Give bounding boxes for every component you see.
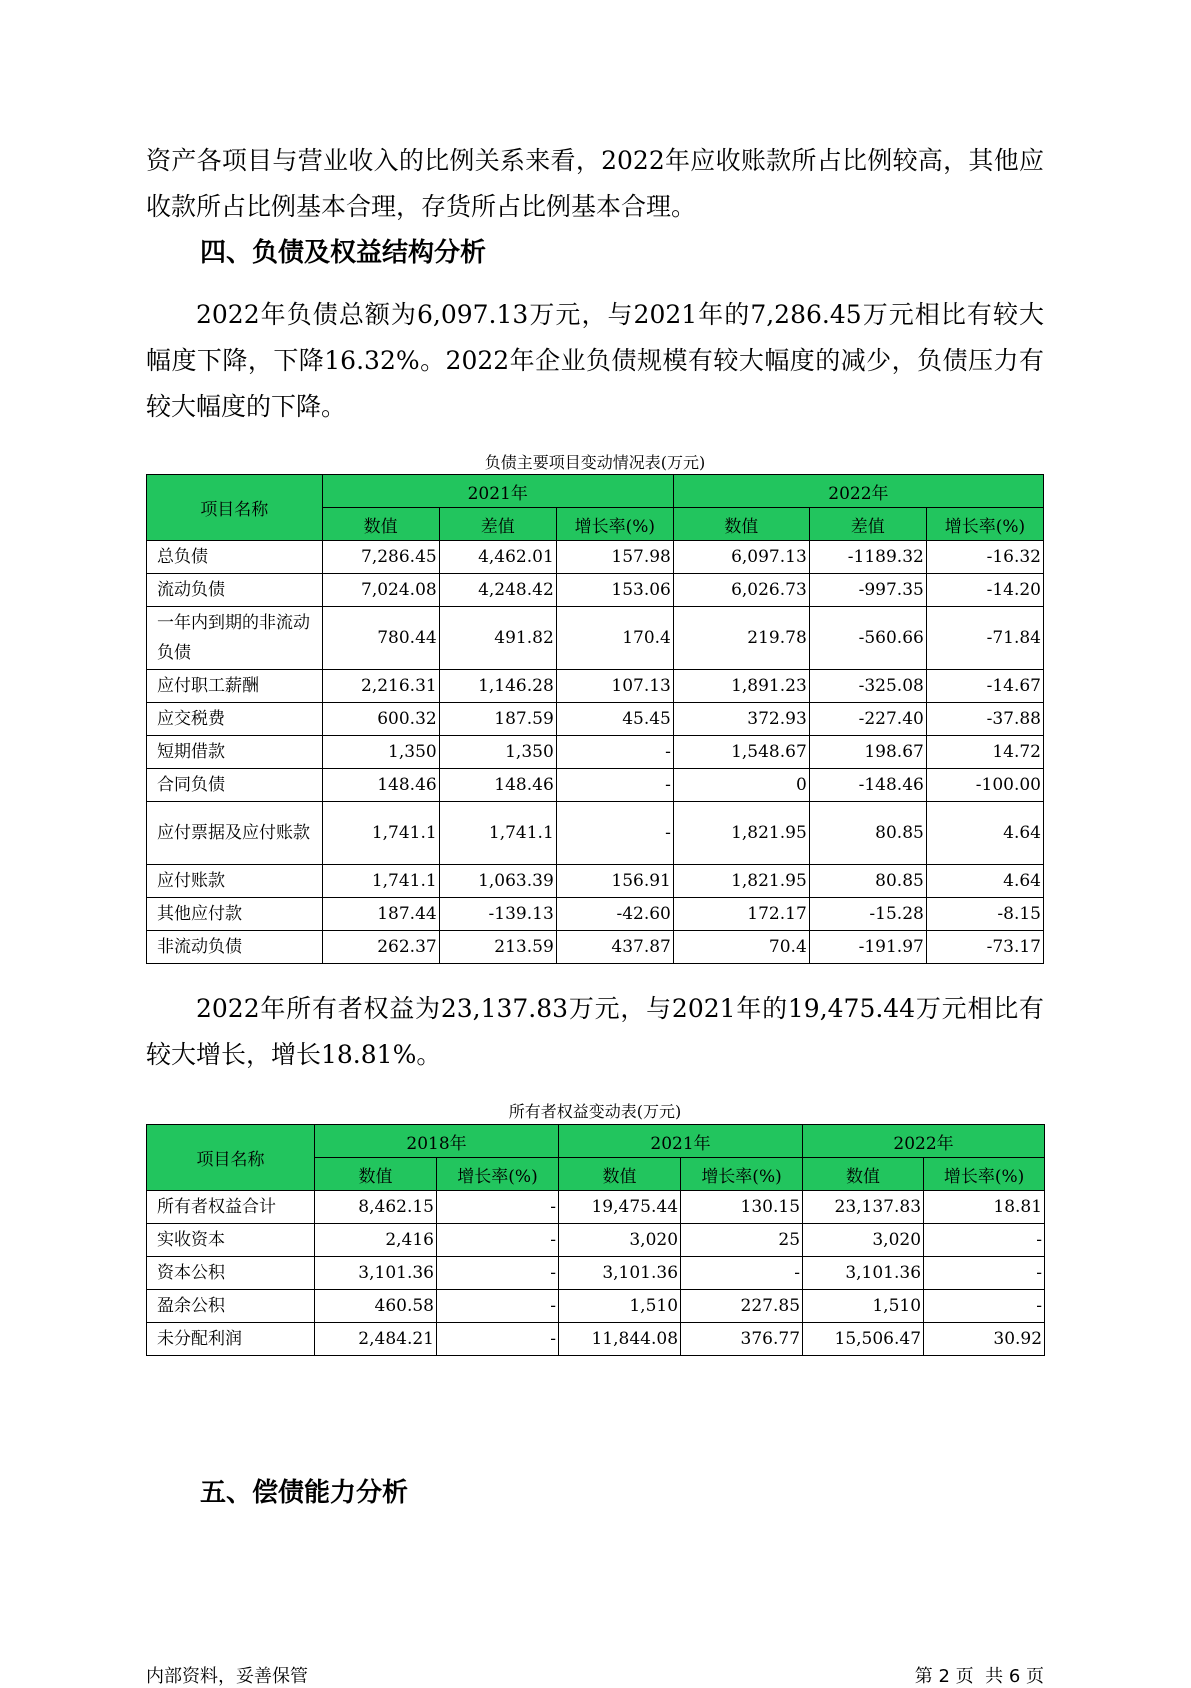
table-cell: -1189.32 xyxy=(809,541,926,574)
row-label: 短期借款 xyxy=(147,736,323,769)
table-cell: 3,020 xyxy=(559,1224,681,1257)
table-row xyxy=(147,865,1044,898)
table-cell: 219.78 xyxy=(673,607,809,670)
table-cell: 2,216.31 xyxy=(322,670,439,703)
table-cell: 8,462.15 xyxy=(315,1191,437,1224)
row-label: 合同负债 xyxy=(147,769,323,802)
subheader: 增长率(%) xyxy=(924,1158,1045,1191)
table-cell: - xyxy=(556,769,673,802)
equity-table xyxy=(146,1124,1045,1356)
table-cell: -100.00 xyxy=(926,769,1043,802)
table-row xyxy=(147,1224,1045,1257)
table-row xyxy=(147,769,1044,802)
row-label: 其他应付款 xyxy=(147,898,323,931)
table-cell: 172.17 xyxy=(673,898,809,931)
table-cell: - xyxy=(437,1323,559,1356)
table-row xyxy=(147,931,1044,964)
table-cell: 1,741.1 xyxy=(322,865,439,898)
table-cell: - xyxy=(556,802,673,865)
table-cell: 187.59 xyxy=(439,703,556,736)
subheader: 差值 xyxy=(439,508,556,541)
section-4-heading: 四、负债及权益结构分析 xyxy=(200,238,487,268)
table-cell: - xyxy=(556,736,673,769)
table-cell: 1,510 xyxy=(803,1290,924,1323)
row-label: 一年内到期的非流动负债 xyxy=(147,607,323,670)
header-year: 2022年 xyxy=(803,1125,1045,1158)
table-cell: 2,416 xyxy=(315,1224,437,1257)
header-year: 2021年 xyxy=(322,475,673,508)
table-cell: 107.13 xyxy=(556,670,673,703)
table-cell: 1,741.1 xyxy=(322,802,439,865)
subheader: 数值 xyxy=(315,1158,437,1191)
table-cell: 1,510 xyxy=(559,1290,681,1323)
subheader: 增长率(%) xyxy=(681,1158,803,1191)
table-row xyxy=(147,703,1044,736)
subheader: 差值 xyxy=(809,508,926,541)
table-cell: 1,146.28 xyxy=(439,670,556,703)
table-cell: -560.66 xyxy=(809,607,926,670)
table-row xyxy=(147,670,1044,703)
table-cell: 25 xyxy=(681,1224,803,1257)
row-label: 盈余公积 xyxy=(147,1290,315,1323)
table-cell: 1,350 xyxy=(322,736,439,769)
table-cell: 0 xyxy=(673,769,809,802)
table-cell: 23,137.83 xyxy=(803,1191,924,1224)
equity-table-caption: 所有者权益变动表(万元) xyxy=(508,1102,682,1121)
table-cell: 14.72 xyxy=(926,736,1043,769)
header-year: 2021年 xyxy=(559,1125,803,1158)
table-cell: -73.17 xyxy=(926,931,1043,964)
footer-page-number: 第 2 页 共 6 页 xyxy=(914,1666,1044,1687)
table-cell: 1,063.39 xyxy=(439,865,556,898)
table-cell: -14.20 xyxy=(926,574,1043,607)
table-row xyxy=(147,1257,1045,1290)
debt-table-caption: 负债主要项目变动情况表(万元) xyxy=(484,453,706,472)
subheader: 增长率(%) xyxy=(926,508,1043,541)
table-cell: 11,844.08 xyxy=(559,1323,681,1356)
table-cell: 1,891.23 xyxy=(673,670,809,703)
table-cell: -37.88 xyxy=(926,703,1043,736)
table-cell: - xyxy=(681,1257,803,1290)
table-row xyxy=(147,736,1044,769)
table-cell: 376.77 xyxy=(681,1323,803,1356)
row-label: 资本公积 xyxy=(147,1257,315,1290)
row-label: 应付账款 xyxy=(147,865,323,898)
table-cell: 30.92 xyxy=(924,1323,1045,1356)
row-label: 未分配利润 xyxy=(147,1323,315,1356)
table-cell: -16.32 xyxy=(926,541,1043,574)
table-cell: - xyxy=(924,1224,1045,1257)
table-cell: 148.46 xyxy=(439,769,556,802)
table-cell: 780.44 xyxy=(322,607,439,670)
row-label: 流动负债 xyxy=(147,574,323,607)
table-cell: 130.15 xyxy=(681,1191,803,1224)
subheader: 增长率(%) xyxy=(556,508,673,541)
header-year: 2018年 xyxy=(315,1125,559,1158)
table-cell: 372.93 xyxy=(673,703,809,736)
table-cell: 198.67 xyxy=(809,736,926,769)
table-cell: - xyxy=(924,1290,1045,1323)
table-cell: 3,101.36 xyxy=(315,1257,437,1290)
table-cell: -325.08 xyxy=(809,670,926,703)
table-cell: 80.85 xyxy=(809,865,926,898)
table-row xyxy=(147,574,1044,607)
table-cell: 460.58 xyxy=(315,1290,437,1323)
table-row xyxy=(147,1191,1045,1224)
subheader: 数值 xyxy=(322,508,439,541)
table-cell: 1,821.95 xyxy=(673,802,809,865)
table-cell: 1,821.95 xyxy=(673,865,809,898)
debt-table xyxy=(146,474,1044,964)
table-cell: 170.4 xyxy=(556,607,673,670)
table-cell: 491.82 xyxy=(439,607,556,670)
table-cell: 19,475.44 xyxy=(559,1191,681,1224)
table-cell: 45.45 xyxy=(556,703,673,736)
table-cell: - xyxy=(437,1224,559,1257)
table-cell: 4,248.42 xyxy=(439,574,556,607)
table-row xyxy=(147,1323,1045,1356)
table-row xyxy=(147,607,1044,670)
table-cell: -227.40 xyxy=(809,703,926,736)
table-cell: -15.28 xyxy=(809,898,926,931)
table-cell: 70.4 xyxy=(673,931,809,964)
table-cell: 4.64 xyxy=(926,802,1043,865)
table-row xyxy=(147,541,1044,574)
header-item-name: 项目名称 xyxy=(147,475,323,541)
table-cell: 1,548.67 xyxy=(673,736,809,769)
table-cell: 213.59 xyxy=(439,931,556,964)
section-5-heading: 五、偿债能力分析 xyxy=(200,1478,409,1508)
row-label: 实收资本 xyxy=(147,1224,315,1257)
table-cell: 3,020 xyxy=(803,1224,924,1257)
table-cell: 7,024.08 xyxy=(322,574,439,607)
row-label: 非流动负债 xyxy=(147,931,323,964)
table-row xyxy=(147,802,1044,865)
table-cell: 6,097.13 xyxy=(673,541,809,574)
row-label: 应付职工薪酬 xyxy=(147,670,323,703)
table-cell: 157.98 xyxy=(556,541,673,574)
table-cell: - xyxy=(437,1290,559,1323)
table-cell: 187.44 xyxy=(322,898,439,931)
table-cell: 1,741.1 xyxy=(439,802,556,865)
header-item-name: 项目名称 xyxy=(147,1125,315,1191)
table-cell: -14.67 xyxy=(926,670,1043,703)
table-cell: 227.85 xyxy=(681,1290,803,1323)
table-cell: 1,350 xyxy=(439,736,556,769)
table-cell: 7,286.45 xyxy=(322,541,439,574)
debt-summary-paragraph: 2022年负债总额为6,097.13万元，与2021年的7,286.45万元相比有较大幅度下降，下降16.32%。2022年企业负债规模有较大幅度的减少，负债压力有较大幅度的下降。 xyxy=(146,300,1044,421)
table-cell: -148.46 xyxy=(809,769,926,802)
row-label: 应付票据及应付账款 xyxy=(147,802,323,865)
table-cell: - xyxy=(437,1191,559,1224)
table-cell: -997.35 xyxy=(809,574,926,607)
table-cell: 2,484.21 xyxy=(315,1323,437,1356)
table-cell: 437.87 xyxy=(556,931,673,964)
table-cell: -8.15 xyxy=(926,898,1043,931)
table-cell: 80.85 xyxy=(809,802,926,865)
table-cell: 153.06 xyxy=(556,574,673,607)
table-cell: -71.84 xyxy=(926,607,1043,670)
table-cell: -139.13 xyxy=(439,898,556,931)
table-cell: 600.32 xyxy=(322,703,439,736)
table-cell: 4.64 xyxy=(926,865,1043,898)
table-cell: 148.46 xyxy=(322,769,439,802)
subheader: 增长率(%) xyxy=(437,1158,559,1191)
table-cell: 262.37 xyxy=(322,931,439,964)
table-row xyxy=(147,1290,1045,1323)
row-label: 所有者权益合计 xyxy=(147,1191,315,1224)
row-label: 总负债 xyxy=(147,541,323,574)
table-cell: - xyxy=(924,1257,1045,1290)
header-year: 2022年 xyxy=(673,475,1043,508)
table-cell: -191.97 xyxy=(809,931,926,964)
table-cell: 3,101.36 xyxy=(803,1257,924,1290)
table-cell: 18.81 xyxy=(924,1191,1045,1224)
table-row xyxy=(147,898,1044,931)
table-cell: 3,101.36 xyxy=(559,1257,681,1290)
footer-confidential-note: 内部资料，妥善保管 xyxy=(146,1666,308,1687)
subheader: 数值 xyxy=(803,1158,924,1191)
table-cell: 15,506.47 xyxy=(803,1323,924,1356)
table-cell: 4,462.01 xyxy=(439,541,556,574)
subheader: 数值 xyxy=(559,1158,681,1191)
table-cell: 6,026.73 xyxy=(673,574,809,607)
table-cell: -42.60 xyxy=(556,898,673,931)
subheader: 数值 xyxy=(673,508,809,541)
intro-paragraph: 资产各项目与营业收入的比例关系来看，2022年应收账款所占比例较高，其他应收款所占比例基本合理，存货所占比例基本合理。 xyxy=(146,146,1044,221)
equity-summary-paragraph: 2022年所有者权益为23,137.83万元，与2021年的19,475.44万元相比有较大增长，增长18.81%。 xyxy=(146,994,1044,1069)
table-cell: 156.91 xyxy=(556,865,673,898)
row-label: 应交税费 xyxy=(147,703,323,736)
table-cell: - xyxy=(437,1257,559,1290)
